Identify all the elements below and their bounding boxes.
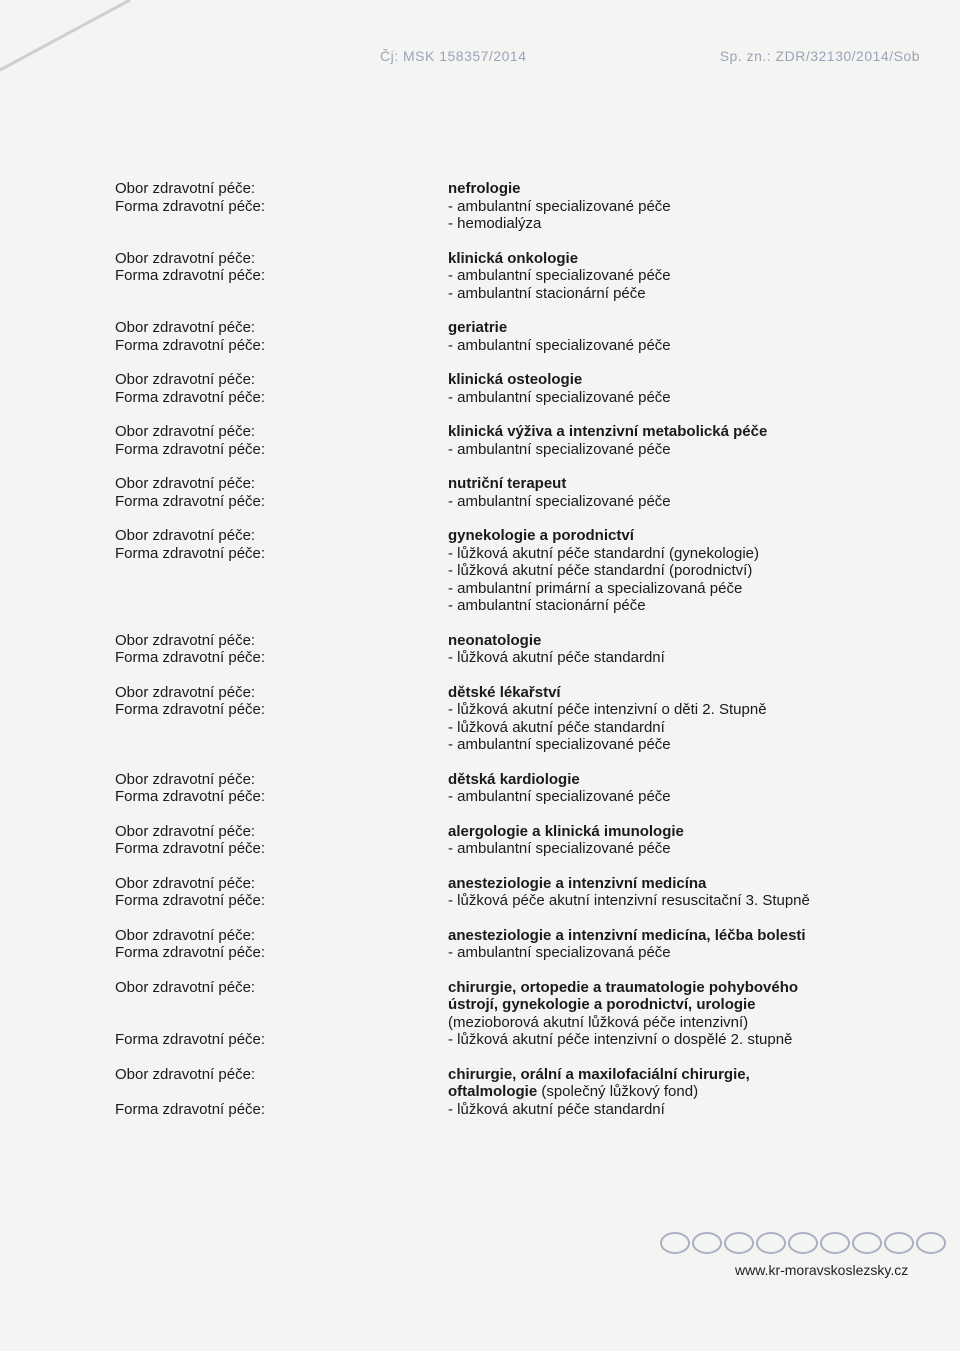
obor-label: Obor zdravotní péče: bbox=[115, 926, 256, 944]
obor-value: geriatrie bbox=[448, 319, 508, 336]
care-entry bbox=[0, 527, 960, 615]
care-entry bbox=[0, 927, 960, 962]
care-entry bbox=[0, 319, 960, 354]
entry-gap bbox=[0, 458, 960, 475]
label-spacer bbox=[0, 736, 335, 754]
label-spacer bbox=[0, 580, 335, 598]
obor-value: anesteziologie a intenzivní medicína bbox=[448, 874, 707, 892]
care-entry bbox=[0, 875, 960, 910]
entry-row bbox=[0, 823, 960, 841]
forma-label: Forma zdravotní péče: bbox=[115, 440, 266, 458]
entry-gap bbox=[0, 667, 960, 684]
obor-value: dětské lékařství bbox=[448, 683, 561, 701]
entry-row bbox=[0, 1101, 960, 1119]
forma-label: Forma zdravotní péče: bbox=[115, 197, 266, 215]
entry-row bbox=[0, 267, 960, 285]
entry-row bbox=[0, 180, 960, 198]
forma-value: (mezioborová akutní lůžková péče intenzivní) bbox=[448, 1013, 749, 1031]
scan-corner-mark bbox=[0, 0, 200, 100]
forma-value: - lůžková akutní péče standardní bbox=[448, 718, 665, 736]
entry-row bbox=[0, 1014, 960, 1032]
entry-gap bbox=[0, 858, 960, 875]
forma-value: - lůžková akutní péče standardní bbox=[448, 649, 665, 666]
obor-value: alergologie a klinická imunologie bbox=[448, 822, 684, 840]
entry-row bbox=[0, 285, 960, 303]
forma-value: - lůžková akutní péče standardní bbox=[448, 1100, 665, 1118]
entry-row bbox=[0, 840, 960, 858]
obor-value: dětská kardiologie bbox=[448, 770, 580, 788]
care-entry bbox=[0, 979, 960, 1049]
entry-row bbox=[0, 319, 960, 337]
label-spacer bbox=[0, 1083, 335, 1101]
entry-row bbox=[0, 632, 960, 650]
forma-value: - ambulantní stacionární péče bbox=[448, 597, 646, 614]
entry-gap bbox=[0, 754, 960, 771]
entry-row bbox=[0, 771, 960, 789]
forma-value: - lůžková akutní péče standardní (porodnictví) bbox=[448, 562, 753, 579]
obor-value: chirurgie, ortopedie a traumatologie pohybového bbox=[448, 978, 799, 996]
entry-row bbox=[0, 788, 960, 806]
care-entry bbox=[0, 250, 960, 303]
obor-value: nefrologie bbox=[448, 180, 521, 197]
entry-row bbox=[0, 736, 960, 754]
obor-value: chirurgie, orální a maxilofaciální chirurgie, bbox=[448, 1065, 750, 1083]
obor-value: oftalmologie (společný lůžkový fond) bbox=[448, 1083, 699, 1100]
obor-label: Obor zdravotní péče: bbox=[115, 423, 256, 440]
entry-gap bbox=[0, 406, 960, 423]
care-entry bbox=[0, 1066, 960, 1119]
obor-label: Obor zdravotní péče: bbox=[115, 319, 256, 336]
entry-gap bbox=[0, 510, 960, 527]
forma-value: - ambulantní specializované péče bbox=[448, 440, 671, 458]
care-entry bbox=[0, 423, 960, 458]
entry-row bbox=[0, 562, 960, 580]
entry-gap bbox=[0, 233, 960, 250]
forma-value: - lůžková péče akutní intenzivní resuscitační 3. Stupně bbox=[448, 892, 810, 909]
entry-row bbox=[0, 527, 960, 545]
forma-label: Forma zdravotní péče: bbox=[115, 840, 266, 857]
forma-label: Forma zdravotní péče: bbox=[115, 649, 266, 666]
decorative-logo-circles bbox=[660, 1232, 946, 1254]
label-spacer bbox=[0, 215, 335, 233]
forma-label: Forma zdravotní péče: bbox=[115, 336, 266, 354]
entry-row bbox=[0, 475, 960, 493]
entry-gap bbox=[0, 962, 960, 979]
entry-row bbox=[0, 545, 960, 563]
obor-label: Obor zdravotní péče: bbox=[115, 822, 256, 840]
label-spacer bbox=[0, 597, 335, 615]
obor-value: gynekologie a porodnictví bbox=[448, 527, 634, 544]
website-link[interactable]: www.kr-moravskoslezsky.cz bbox=[735, 1262, 909, 1278]
obor-label: Obor zdravotní péče: bbox=[115, 527, 256, 544]
label-spacer bbox=[0, 996, 335, 1014]
obor-label: Obor zdravotní péče: bbox=[115, 475, 256, 492]
obor-label: Obor zdravotní péče: bbox=[115, 180, 256, 197]
entry-row bbox=[0, 684, 960, 702]
entry-row bbox=[0, 250, 960, 268]
entry-row bbox=[0, 979, 960, 997]
care-entry bbox=[0, 684, 960, 754]
care-entry bbox=[0, 771, 960, 806]
entry-row bbox=[0, 875, 960, 893]
forma-value: - ambulantní stacionární péče bbox=[448, 284, 646, 302]
care-entry bbox=[0, 823, 960, 858]
forma-value: - ambulantní specializované péče bbox=[448, 736, 671, 753]
obor-label: Obor zdravotní péče: bbox=[115, 874, 256, 892]
obor-value: nutriční terapeut bbox=[448, 475, 567, 492]
entry-row bbox=[0, 215, 960, 233]
obor-label: Obor zdravotní péče: bbox=[115, 631, 256, 649]
obor-value: klinická onkologie bbox=[448, 249, 579, 267]
forma-value: - ambulantní specializované péče bbox=[448, 788, 671, 805]
obor-label: Obor zdravotní péče: bbox=[115, 249, 256, 267]
forma-value: - ambulantní specializovaná péče bbox=[448, 944, 671, 961]
entry-gap bbox=[0, 615, 960, 632]
label-spacer bbox=[0, 719, 335, 737]
entry-row bbox=[0, 580, 960, 598]
care-list bbox=[0, 180, 960, 1118]
forma-value: - lůžková akutní péče intenzivní o dospělé 2. stupně bbox=[448, 1031, 793, 1048]
forma-label: Forma zdravotní péče: bbox=[115, 701, 266, 718]
label-spacer bbox=[0, 562, 335, 580]
forma-value: - ambulantní specializované péče bbox=[448, 336, 671, 354]
forma-value: - lůžková akutní péče intenzivní o děti 2. Stupně bbox=[448, 701, 767, 718]
entry-row bbox=[0, 198, 960, 216]
label-spacer bbox=[0, 1014, 335, 1032]
forma-value: - ambulantní specializované péče bbox=[448, 197, 671, 215]
entry-row bbox=[0, 719, 960, 737]
entry-row bbox=[0, 927, 960, 945]
entry-row bbox=[0, 597, 960, 615]
forma-value: - lůžková akutní péče standardní (gynekologie) bbox=[448, 544, 760, 562]
entry-row bbox=[0, 1083, 960, 1101]
forma-label: Forma zdravotní péče: bbox=[115, 892, 266, 909]
forma-label: Forma zdravotní péče: bbox=[115, 388, 266, 406]
forma-value: - ambulantní specializované péče bbox=[448, 388, 671, 406]
obor-label: Obor zdravotní péče: bbox=[115, 683, 256, 701]
forma-value: - ambulantní specializované péče bbox=[448, 840, 671, 857]
obor-value: klinická osteologie bbox=[448, 371, 583, 388]
care-entry bbox=[0, 180, 960, 233]
entry-gap bbox=[0, 1049, 960, 1066]
entry-row bbox=[0, 892, 960, 910]
forma-label: Forma zdravotní péče: bbox=[115, 944, 266, 961]
entry-gap bbox=[0, 354, 960, 371]
label-spacer bbox=[0, 285, 335, 303]
forma-label: Forma zdravotní péče: bbox=[115, 1031, 266, 1048]
forma-value: - hemodialýza bbox=[448, 215, 542, 232]
entry-row bbox=[0, 493, 960, 511]
care-entry bbox=[0, 371, 960, 406]
entry-row bbox=[0, 701, 960, 719]
entry-row bbox=[0, 371, 960, 389]
forma-label: Forma zdravotní péče: bbox=[115, 492, 266, 510]
entry-row bbox=[0, 944, 960, 962]
entry-row bbox=[0, 423, 960, 441]
reference-number: Čj: MSK 158357/2014 bbox=[380, 48, 527, 64]
forma-value: - ambulantní specializované péče bbox=[448, 267, 671, 284]
entry-row bbox=[0, 649, 960, 667]
care-entry bbox=[0, 475, 960, 510]
obor-value: anesteziologie a intenzivní medicína, léčba bolesti bbox=[448, 926, 806, 944]
obor-value: klinická výživa a intenzivní metabolická péče bbox=[448, 423, 768, 440]
forma-value: - ambulantní primární a specializovaná péče bbox=[448, 579, 743, 597]
file-mark: Sp. zn.: ZDR/32130/2014/Sob bbox=[719, 48, 920, 64]
forma-label: Forma zdravotní péče: bbox=[115, 544, 266, 562]
document-header bbox=[380, 48, 920, 64]
entry-row bbox=[0, 441, 960, 459]
entry-gap bbox=[0, 910, 960, 927]
obor-label: Obor zdravotní péče: bbox=[115, 770, 256, 788]
entry-gap bbox=[0, 302, 960, 319]
forma-label: Forma zdravotní péče: bbox=[115, 267, 266, 284]
entry-row bbox=[0, 1031, 960, 1049]
obor-label: Obor zdravotní péče: bbox=[115, 371, 256, 388]
obor-label: Obor zdravotní péče: bbox=[115, 978, 256, 996]
care-entry bbox=[0, 632, 960, 667]
forma-value: - ambulantní specializované péče bbox=[448, 492, 671, 510]
entry-row bbox=[0, 337, 960, 355]
obor-value: neonatologie bbox=[448, 631, 542, 649]
forma-label: Forma zdravotní péče: bbox=[115, 788, 266, 805]
entry-gap bbox=[0, 806, 960, 823]
obor-label: Obor zdravotní péče: bbox=[115, 1065, 256, 1083]
forma-label: Forma zdravotní péče: bbox=[115, 1100, 266, 1118]
entry-row bbox=[0, 1066, 960, 1084]
entry-row bbox=[0, 996, 960, 1014]
entry-row bbox=[0, 389, 960, 407]
obor-value: ústrojí, gynekologie a porodnictví, urologie bbox=[448, 996, 756, 1013]
